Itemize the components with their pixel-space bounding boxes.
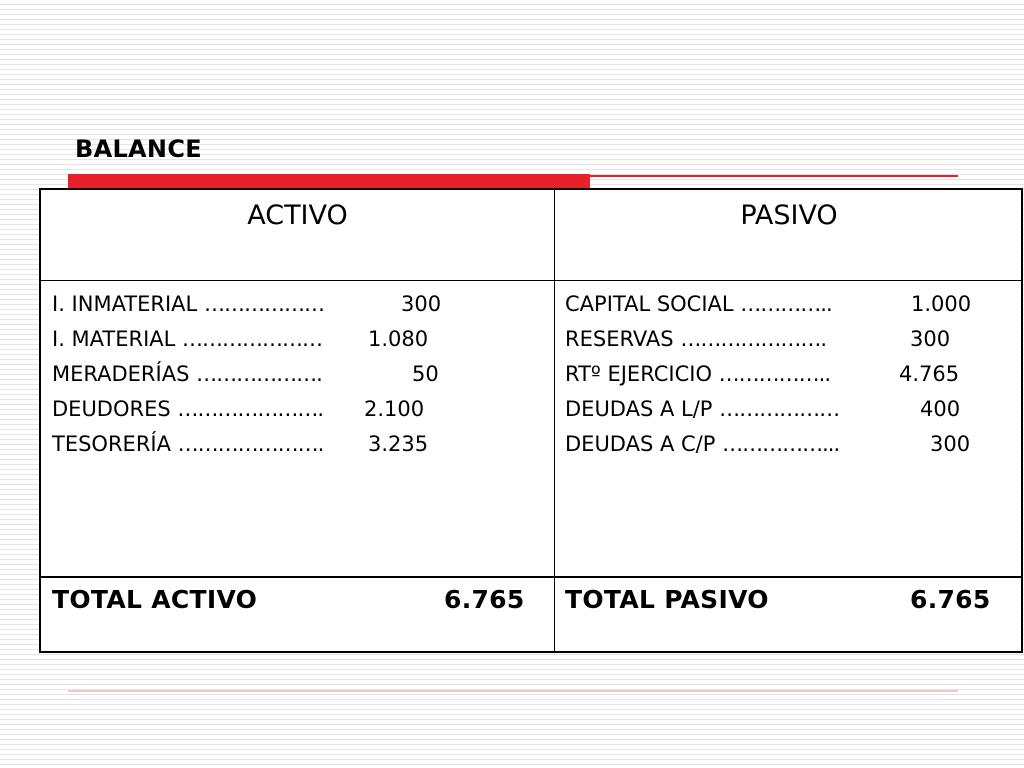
pasivo-item-value: 4.765 bbox=[899, 362, 960, 386]
activo-item-value: 50 bbox=[412, 362, 439, 386]
activo-row bbox=[52, 287, 547, 322]
pasivo-item-label: RESERVAS …………………. bbox=[565, 327, 826, 351]
pasivo-item-value: 1.000 bbox=[911, 292, 972, 316]
pasivo-item-value: 300 bbox=[930, 432, 971, 456]
footer-rule bbox=[68, 690, 958, 692]
pasivo-item-value: 300 bbox=[910, 327, 951, 351]
title-underline bbox=[68, 174, 958, 188]
activo-item-value: 2.100 bbox=[364, 397, 425, 421]
pasivo-items bbox=[565, 287, 1020, 462]
balance-table bbox=[39, 188, 1023, 653]
pasivo-item-value: 400 bbox=[920, 397, 961, 421]
activo-row bbox=[52, 427, 547, 462]
activo-row bbox=[52, 322, 547, 357]
total-pasivo-value: 6.765 bbox=[910, 585, 991, 614]
total-activo-label: TOTAL ACTIVO bbox=[52, 585, 258, 614]
header-divider bbox=[41, 280, 1021, 281]
pasivo-row bbox=[565, 322, 1020, 357]
activo-item-label: I. INMATERIAL ……………… bbox=[52, 292, 324, 316]
activo-item-value: 3.235 bbox=[368, 432, 429, 456]
activo-item-value: 300 bbox=[401, 292, 442, 316]
activo-row bbox=[52, 357, 547, 392]
column-divider bbox=[554, 190, 555, 651]
title-underline-thin bbox=[590, 175, 958, 177]
activo-item-label: MERADERÍAS ………………. bbox=[52, 362, 322, 386]
total-divider bbox=[41, 576, 1021, 578]
title-underline-thick bbox=[68, 174, 590, 188]
pasivo-row bbox=[565, 287, 1020, 322]
activo-item-label: TESORERÍA …………………. bbox=[52, 432, 324, 456]
pasivo-heading: PASIVO bbox=[740, 200, 838, 231]
activo-item-label: DEUDORES …………………. bbox=[52, 397, 324, 421]
activo-heading: ACTIVO bbox=[247, 200, 348, 231]
slide-title: BALANCE bbox=[75, 135, 202, 163]
total-activo-value: 6.765 bbox=[444, 585, 525, 614]
activo-row bbox=[52, 392, 547, 427]
pasivo-row bbox=[565, 392, 1020, 427]
activo-items bbox=[52, 287, 547, 462]
activo-item-label: I. MATERIAL ………………… bbox=[52, 327, 323, 351]
pasivo-item-label: CAPITAL SOCIAL ………….. bbox=[565, 292, 832, 316]
activo-item-value: 1.080 bbox=[368, 327, 429, 351]
total-pasivo-label: TOTAL PASIVO bbox=[565, 585, 769, 614]
pasivo-row bbox=[565, 357, 1020, 392]
pasivo-item-label: DEUDAS A C/P ……………... bbox=[565, 432, 840, 456]
pasivo-item-label: DEUDAS A L/P ……………… bbox=[565, 397, 840, 421]
pasivo-row bbox=[565, 427, 1020, 462]
pasivo-item-label: RTº EJERCICIO …………….. bbox=[565, 362, 831, 386]
